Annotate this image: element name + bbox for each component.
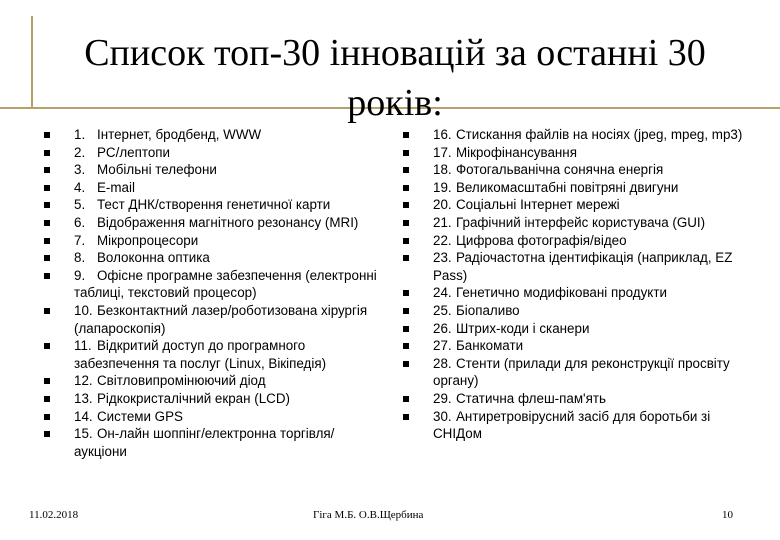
item-number: 10. [74, 302, 93, 318]
item-text: Біопаливо [456, 302, 520, 318]
list-item [403, 355, 748, 390]
list-item [403, 196, 748, 214]
list-item [403, 179, 748, 197]
square-bullet-icon [403, 238, 409, 244]
item-text: E-mail [97, 179, 135, 195]
square-bullet-icon [44, 396, 50, 402]
square-bullet-icon [403, 220, 409, 226]
list-item [403, 144, 748, 162]
item-text: Антиретровірусний засіб для боротьби зі СНІДом [433, 408, 711, 442]
footer-author: Гіга М.Б. О.В.Щербина [313, 509, 424, 521]
slide-title: Список топ-30 інновацій за останні 30 років: [84, 32, 706, 124]
item-number: 24. [433, 285, 452, 301]
list-item [44, 425, 379, 460]
list-item [44, 144, 379, 162]
item-number: 25. [433, 302, 452, 318]
list-item [44, 126, 379, 144]
item-number: 16. [433, 127, 452, 142]
item-number: 29. [433, 390, 452, 406]
list-item [44, 390, 379, 408]
square-bullet-icon [44, 343, 50, 349]
list-item [403, 284, 748, 302]
list-item [403, 337, 748, 355]
square-bullet-icon [44, 238, 50, 244]
item-number: 3. [74, 162, 86, 178]
item-text: PC/лептопи [97, 144, 170, 160]
square-bullet-icon [403, 167, 409, 173]
list-item [403, 302, 748, 320]
square-bullet-icon [44, 150, 50, 156]
item-text: Відкритий доступ до програмного забезпечення та послуг (Linux, Вікіпедія) [74, 338, 327, 371]
square-bullet-icon [403, 308, 409, 314]
item-number: 19. [433, 179, 452, 195]
square-bullet-icon [403, 361, 409, 367]
list-item [403, 232, 748, 250]
square-bullet-icon [44, 202, 50, 208]
item-number: 18. [433, 162, 452, 178]
item-number: 17. [433, 144, 452, 160]
item-number: 1. [74, 127, 86, 142]
item-number: 2. [74, 144, 86, 160]
item-number: 23. [433, 250, 452, 266]
list-item [44, 214, 379, 232]
item-text: Світловипромінюючий діод [97, 373, 266, 389]
item-text: Волоконна оптика [97, 250, 210, 266]
square-bullet-icon [44, 378, 50, 384]
list-item [44, 161, 379, 179]
item-number: 8. [74, 250, 86, 266]
item-number: 27. [433, 338, 452, 354]
footer-date: 11.02.2018 [29, 509, 79, 521]
square-bullet-icon [403, 255, 409, 261]
square-bullet-icon [44, 273, 50, 279]
square-bullet-icon [44, 132, 50, 138]
item-number: 30. [433, 408, 452, 424]
item-number: 9. [74, 267, 86, 283]
item-text: Генетично модифіковані продукти [456, 285, 667, 301]
list-item [44, 267, 379, 302]
item-number: 7. [74, 232, 86, 248]
innovations-list-left [44, 126, 379, 460]
square-bullet-icon [403, 396, 409, 402]
square-bullet-icon [44, 185, 50, 191]
item-text: Графічний інтерфейс користувача (GUI) [456, 214, 706, 230]
item-text: Мікропроцесори [97, 232, 199, 248]
item-number: 12. [74, 373, 93, 389]
list-item [403, 320, 748, 338]
square-bullet-icon [44, 308, 50, 314]
square-bullet-icon [403, 132, 409, 138]
item-number: 26. [433, 320, 452, 336]
square-bullet-icon [403, 185, 409, 191]
list-item [44, 196, 379, 214]
item-text: Великомасштабні повітряні двигуни [456, 179, 679, 195]
item-text: Фотогальванічна сонячна енергія [456, 162, 664, 178]
item-text: Рідкокристалічний екран (LCD) [97, 390, 290, 406]
square-bullet-icon [44, 255, 50, 261]
list-item [44, 302, 379, 337]
item-number: 28. [433, 355, 452, 371]
item-number: 6. [74, 214, 86, 230]
item-text: Відображення магнітного резонансу (MRI) [97, 214, 359, 230]
item-text: Офісне програмне забезпечення (електронні таблиці, текстовий процесор) [74, 267, 377, 301]
item-text: Системи GPS [97, 408, 183, 424]
list-item [44, 179, 379, 197]
list-item [403, 249, 748, 284]
item-number: 11. [74, 338, 92, 354]
item-number: 14. [74, 408, 93, 424]
item-number: 20. [433, 197, 452, 213]
item-text: Банкомати [456, 338, 524, 354]
square-bullet-icon [403, 343, 409, 349]
item-text: Мікрофінансування [456, 144, 577, 160]
item-text: Безконтактний лазер/роботизована хірургія (лапароскопія) [74, 302, 368, 336]
item-text: Стискання файлів на носіях (jpeg, mpeg, mp3) [456, 127, 743, 142]
square-bullet-icon [44, 431, 50, 437]
list-item [403, 126, 748, 144]
item-number: 15. [74, 426, 93, 442]
list-item [403, 214, 748, 232]
square-bullet-icon [403, 202, 409, 208]
square-bullet-icon [403, 326, 409, 332]
item-text: Радіочастотна ідентифікація (наприклад, EZ Pass) [433, 250, 733, 283]
list-item [403, 390, 748, 408]
list-item [403, 408, 748, 443]
list-item [44, 408, 379, 426]
list-item [403, 161, 748, 179]
item-number: 21. [433, 214, 452, 230]
item-text: Інтернет, бродбенд, WWW [97, 127, 262, 142]
square-bullet-icon [44, 167, 50, 173]
square-bullet-icon [44, 414, 50, 420]
item-text: Штрих-коди і сканери [456, 320, 590, 336]
title-frame-vertical-line [31, 16, 33, 108]
list-item [44, 232, 379, 250]
list-item [44, 337, 379, 372]
list-item [44, 372, 379, 390]
innovations-list-right [403, 126, 748, 443]
item-text: Тест ДНК/створення генетичної карти [97, 197, 331, 213]
item-number: 4. [74, 179, 86, 195]
item-text: Он-лайн шоппінг/електронна торгівля/аукціони [74, 426, 335, 459]
item-number: 5. [74, 197, 86, 213]
item-text: Стенти (прилади для реконструкції просвіту органу) [433, 355, 730, 389]
square-bullet-icon [403, 290, 409, 296]
item-text: Мобільні телефони [97, 162, 217, 178]
list-item [44, 249, 379, 267]
square-bullet-icon [403, 414, 409, 420]
item-number: 13. [74, 390, 93, 406]
item-text: Статична флеш-пам'ять [456, 390, 606, 406]
item-text: Соціальні Інтернет мережі [456, 197, 620, 213]
square-bullet-icon [44, 220, 50, 226]
footer-page-number: 10 [722, 509, 733, 521]
item-number: 22. [433, 232, 452, 248]
square-bullet-icon [403, 150, 409, 156]
item-text: Цифрова фотографія/відео [456, 232, 627, 248]
